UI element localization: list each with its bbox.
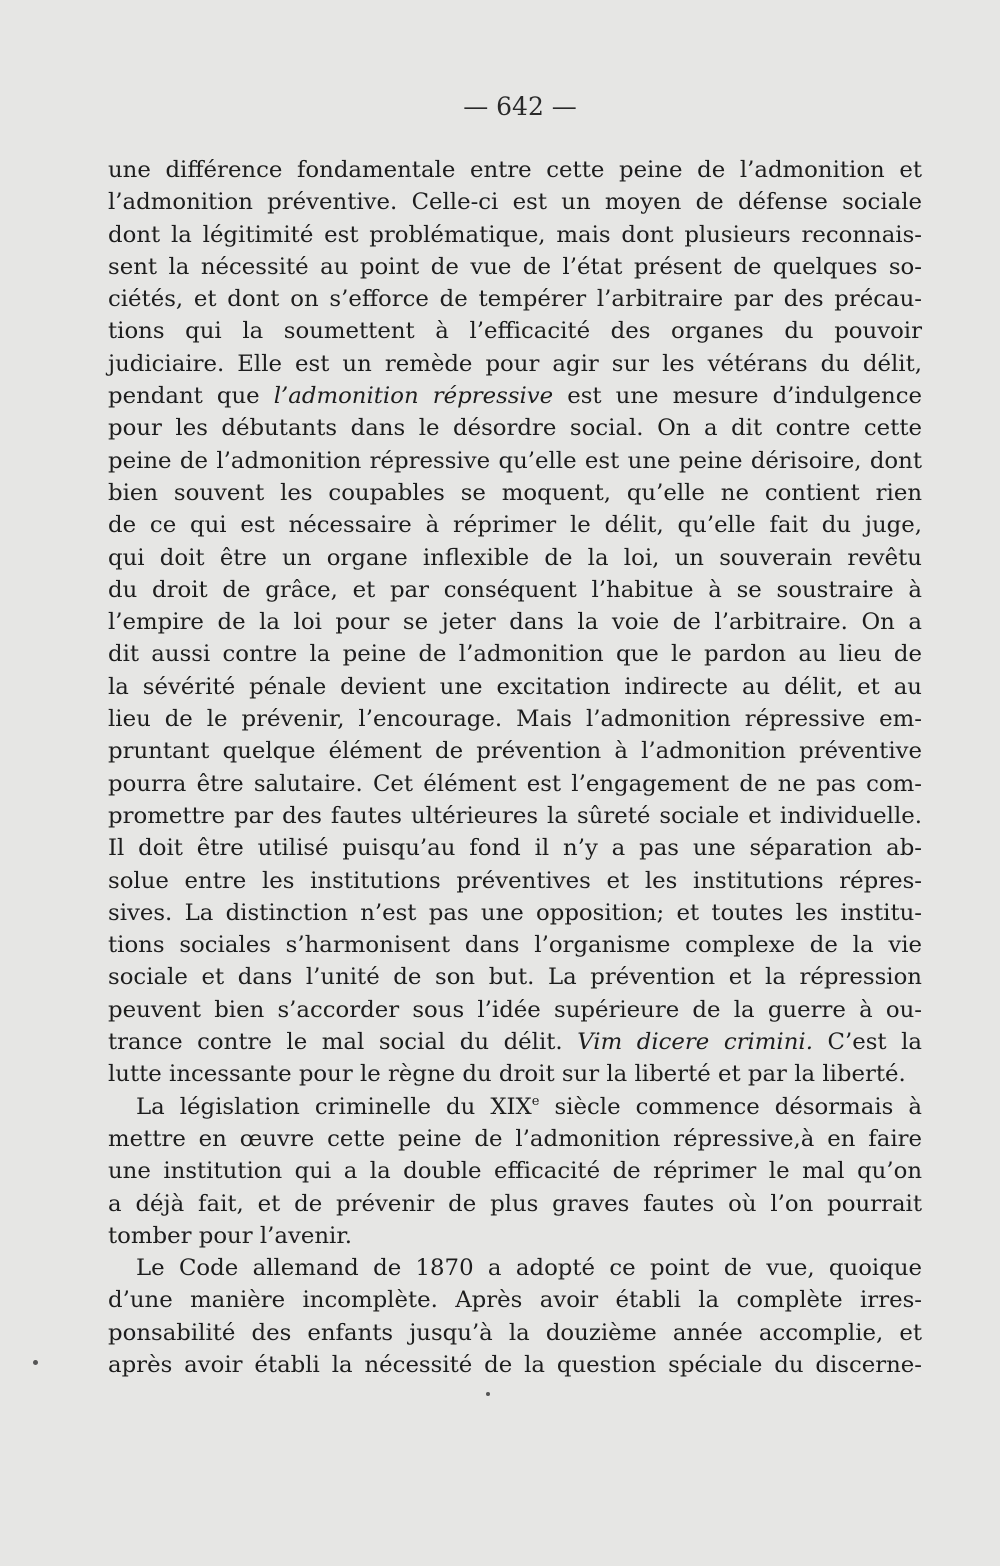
- text-line: lieu de le prévenir, l’encourage. Mais l’admonition répressive em-: [108, 706, 922, 733]
- page-number: — 642 —: [463, 92, 577, 121]
- text-line: d’une manière incomplète. Après avoir établi la complète irres-: [108, 1287, 922, 1314]
- text-line: peine de l’admonition répressive qu’elle est une peine dérisoire, dont: [108, 447, 922, 474]
- text-line: mettre en œuvre cette peine de l’admonition répressive,à en faire: [108, 1125, 922, 1152]
- text-line: l’admonition préventive. Celle-ci est un moyen de défense sociale: [108, 189, 922, 216]
- text-line: pruntant quelque élément de prévention à l’admonition préventive: [108, 738, 922, 765]
- text-run: est une mesure d’indulgence: [553, 383, 922, 410]
- text-line: l’empire de la loi pour se jeter dans la voie de l’arbitraire. On a: [108, 609, 922, 636]
- paragraph-2: [108, 1091, 922, 1252]
- text-line: tions sociales s’harmonisent dans l’organisme complexe de la vie: [108, 932, 922, 959]
- body-text: [108, 154, 922, 1381]
- text-line: Il doit être utilisé puisqu’au fond il n’y a pas une séparation ab-: [108, 835, 922, 862]
- paragraph-1: [108, 154, 922, 1091]
- text-line: après avoir établi la nécessité de la question spéciale du discerne-: [108, 1351, 922, 1378]
- paragraph-3: [108, 1252, 922, 1381]
- text-line: une différence fondamentale entre cette peine de l’admonition et: [108, 157, 922, 183]
- text-line: sent la nécessité au point de vue de l’état présent de quelques so-: [108, 253, 922, 280]
- text-line: lutte incessante pour le règne du droit sur la liberté et par la liberté.: [108, 1061, 906, 1088]
- text-line: pourra être salutaire. Cet élément est l’engagement de ne pas com-: [108, 770, 922, 797]
- italic-phrase: l’admonition répressive: [273, 383, 554, 410]
- italic-phrase: Vim dicere crimini.: [577, 1029, 813, 1056]
- text-line: de ce qui est nécessaire à réprimer le délit, qu’elle fait du juge,: [108, 512, 922, 539]
- text-line: une institution qui a la double efficacité de réprimer le mal qu’on: [108, 1158, 922, 1185]
- text-line: tomber pour l’avenir.: [108, 1222, 352, 1249]
- margin-dot-mark: [33, 1360, 38, 1365]
- text-run: siècle commence désormais à: [539, 1093, 922, 1120]
- text-run: La législation criminelle du XIX: [136, 1093, 532, 1120]
- text-line: a déjà fait, et de prévenir de plus graves fautes où l’on pourrait: [108, 1190, 922, 1217]
- text-run: trance contre le mal social du délit.: [108, 1029, 578, 1056]
- text-line: [108, 380, 922, 412]
- text-run: C’est la: [812, 1029, 922, 1056]
- text-line: [108, 1091, 922, 1123]
- text-line: Le Code allemand de 1870 a adopté ce point de vue, quoique: [136, 1255, 922, 1282]
- text-line: ponsabilité des enfants jusqu’à la douzième année accomplie, et: [108, 1319, 922, 1346]
- text-run: pendant que: [108, 383, 274, 410]
- text-line: la sévérité pénale devient une excitation indirecte au délit, et au: [108, 673, 922, 700]
- text-line: promettre par des fautes ultérieures la sûreté sociale et individuelle.: [108, 802, 922, 829]
- text-line: peuvent bien s’accorder sous l’idée supérieure de la guerre à ou-: [108, 996, 922, 1023]
- text-line: tions qui la soumettent à l’efficacité des organes du pouvoir: [108, 318, 922, 345]
- text-line: solue entre les institutions préventives et les institutions répres-: [108, 867, 922, 894]
- text-line: dit aussi contre la peine de l’admonition que le pardon au lieu de: [108, 641, 922, 668]
- ink-speck: [486, 1392, 490, 1396]
- text-line: sives. La distinction n’est pas une opposition; et toutes les institu-: [108, 899, 922, 926]
- text-line: bien souvent les coupables se moquent, qu’elle ne contient rien: [108, 479, 922, 506]
- text-line: du droit de grâce, et par conséquent l’habitue à se soustraire à: [108, 576, 922, 603]
- superscript: e: [531, 1093, 540, 1109]
- text-line: dont la légitimité est problématique, mais dont plusieurs reconnais-: [108, 221, 922, 248]
- text-line: ciétés, et dont on s’efforce de tempérer l’arbitraire par des précau-: [108, 286, 922, 313]
- text-line: pour les débutants dans le désordre social. On a dit contre cette: [108, 415, 922, 442]
- text-line: judiciaire. Elle est un remède pour agir sur les vétérans du délit,: [108, 350, 922, 377]
- text-line: sociale et dans l’unité de son but. La prévention et la répression: [108, 964, 922, 991]
- text-line: [108, 1026, 922, 1058]
- text-line: qui doit être un organe inflexible de la loi, un souverain revêtu: [108, 544, 922, 571]
